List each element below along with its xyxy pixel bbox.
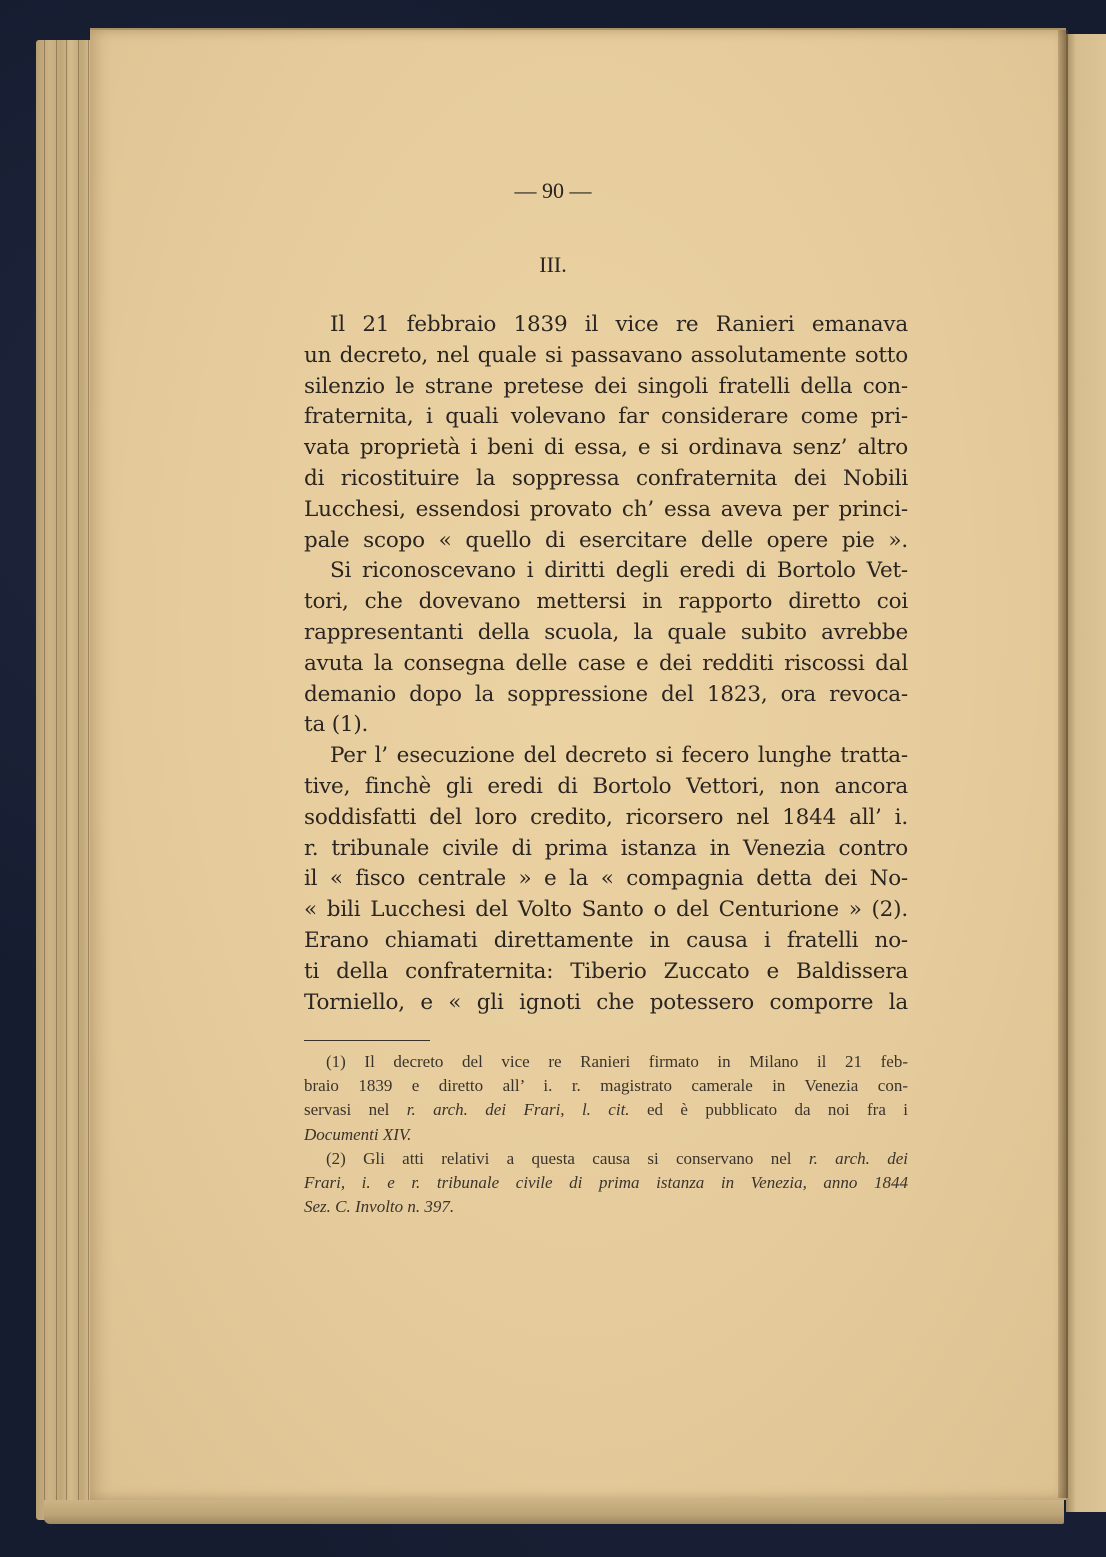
footnote-line <box>304 1074 908 1098</box>
body-line: ta (1). <box>304 712 369 738</box>
footnote-line <box>304 1123 908 1147</box>
body-line: fraternita, i quali volevano far considerare come pri- <box>304 404 908 430</box>
body-line: tori, che dovevano mettersi in rapporto diretto coi <box>304 589 908 615</box>
footnote-italic-run: Frari, i. e r. tribunale civile di prima istanza in Venezia, anno 1844 <box>304 1172 908 1192</box>
body-line: pale scopo « quello di esercitare delle opere pie ». <box>304 527 908 553</box>
body-line: Il 21 febbraio 1839 il vice re Ranieri emanava <box>330 312 908 337</box>
footnote-2 <box>304 1147 908 1220</box>
body-line: ti della confraternita: Tiberio Zuccato e Baldissera <box>304 958 908 984</box>
page-gutter <box>1058 30 1068 1498</box>
body-line: Lucchesi, essendosi provato ch’ essa aveva per princi- <box>304 496 908 522</box>
footnote-line <box>304 1050 908 1074</box>
footnote-italic-run: r. arch. dei <box>808 1148 909 1168</box>
footnote-line <box>304 1195 908 1219</box>
page-number <box>0 178 1106 204</box>
body-line: avuta la consegna delle case e dei redditi riscossi dal <box>304 650 908 676</box>
body-line: tive, finchè gli eredi di Bortolo Vettori, non ancora <box>304 773 908 799</box>
footnote-line <box>304 1171 908 1195</box>
footnote-run: (2) Gli atti relativi a questa causa si conservano nel <box>326 1148 809 1168</box>
footnote-italic-run: Documenti XIV. <box>304 1124 412 1144</box>
body-line: vata proprietà i beni di essa, e si ordinava senz’ altro <box>304 435 908 461</box>
body-line: un decreto, nel quale si passavano assolutamente sotto <box>304 342 908 368</box>
body-line: rappresentanti della scuola, la quale subito avrebbe <box>304 619 908 645</box>
footnote-line <box>304 1098 908 1122</box>
section-heading: III. <box>539 252 567 277</box>
footnote-separator <box>304 1040 430 1041</box>
body-line: Erano chiamati direttamente in causa i fratelli no- <box>304 927 908 953</box>
body-line: di ricostituire la soppressa confraternita dei Nobili <box>304 465 908 491</box>
footnote-run: servasi nel <box>304 1100 407 1120</box>
footnote-run: braio 1839 e diretto all’ i. r. magistrato camerale in Venezia con- <box>304 1076 908 1096</box>
footnote-run: ed è pubblicato da noi fra i <box>629 1100 908 1120</box>
body-line: il « fisco centrale » e la « compagnia detta dei No- <box>304 866 908 892</box>
body-line: soddisfatti del loro credito, ricorsero nel 1844 all’ i. <box>304 804 908 830</box>
body-line: Per l’ esecuzione del decreto si fecero lunghe tratta- <box>330 743 908 769</box>
body-line: r. tribunale civile di prima istanza in Venezia contro <box>304 835 908 861</box>
body-line: Si riconoscevano i diritti degli eredi di Bortolo Vet- <box>330 558 908 584</box>
page-stack-bottom <box>44 1500 1064 1524</box>
footnote-italic-run: r. arch. dei Frari, l. cit. <box>406 1100 630 1120</box>
footnotes <box>304 1050 908 1219</box>
body-line: silenzio le strane pretese dei singoli fratelli della con- <box>304 373 908 399</box>
body-line: « bili Lucchesi del Volto Santo o del Centurione » (2). <box>304 897 908 923</box>
footnote-line <box>304 1147 908 1171</box>
footnote-italic-run: Sez. C. Involto n. 397. <box>304 1197 455 1217</box>
page-number-text: — 90 — <box>514 178 592 203</box>
body-line: Torniello, e « gli ignoti che potessero comporre la <box>304 989 908 1015</box>
footnote-run: (1) Il decreto del vice re Ranieri firmato in Milano il 21 feb- <box>326 1052 908 1071</box>
body-text <box>304 310 908 1018</box>
body-line: demanio dopo la soppressione del 1823, ora revoca- <box>304 681 908 707</box>
footnote-1 <box>304 1050 908 1147</box>
